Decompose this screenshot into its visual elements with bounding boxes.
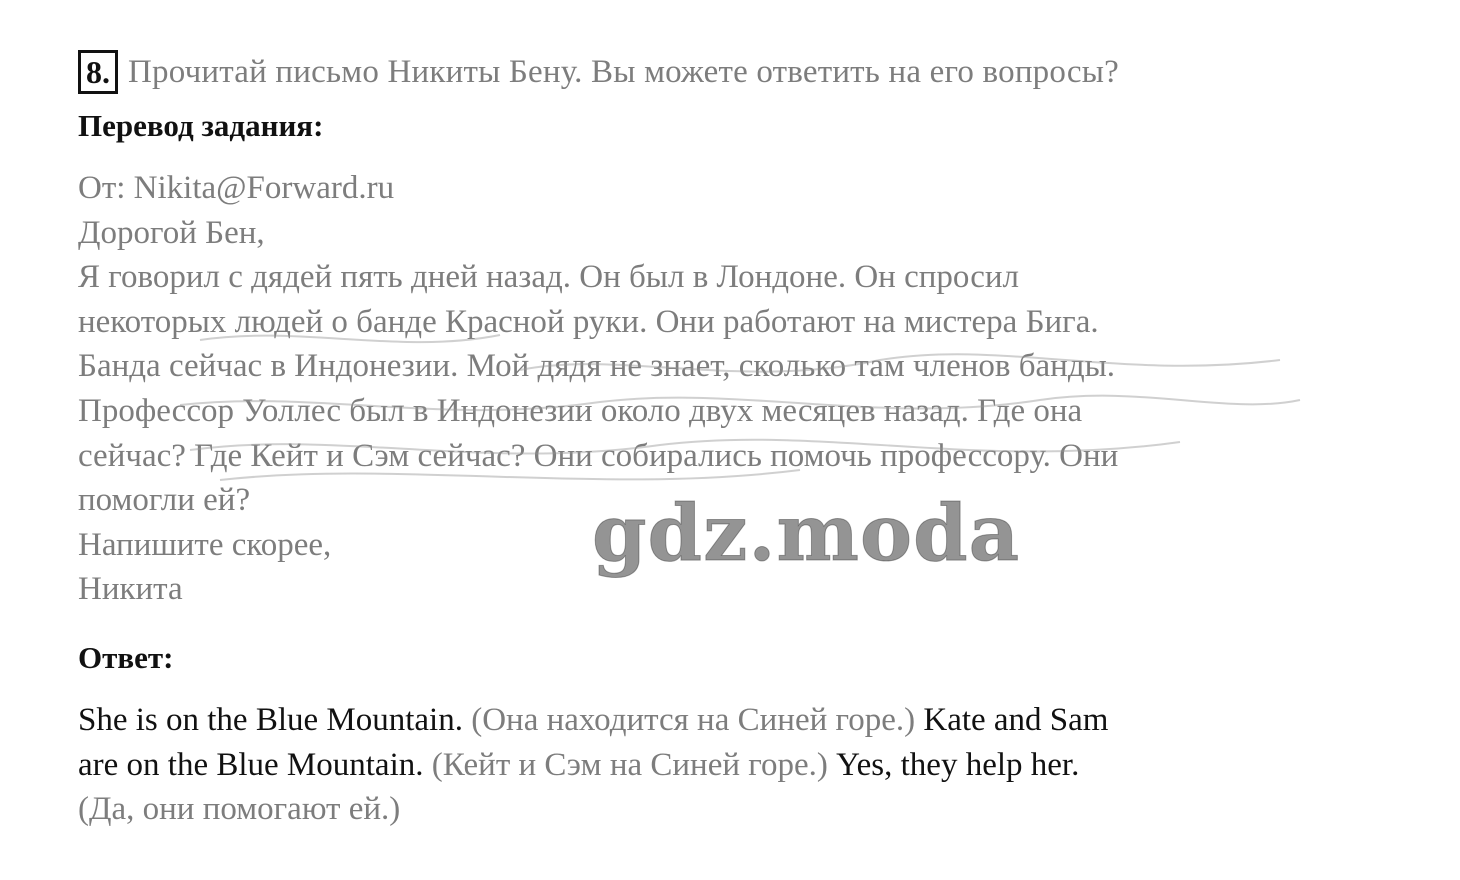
letter-line: сейчас? Где Кейт и Сэм сейчас? Они собирались помочь профессору. Они: [78, 437, 1119, 474]
answer-line: [78, 698, 1318, 743]
answer-russian: (Кейт и Сэм на Синей горе.): [431, 746, 837, 783]
translation-heading: Перевод задания:: [78, 108, 324, 143]
watermark: gdz.moda: [592, 488, 1021, 579]
answer-heading: Ответ:: [78, 639, 174, 675]
answer-line: [78, 743, 1318, 788]
letter-line: Никита: [78, 571, 183, 608]
task-number: 8.: [78, 50, 118, 94]
task-instruction: Прочитай письмо Никиты Бену. Вы можете ответить на его вопросы?: [128, 53, 1119, 90]
answer-russian: (Да, они помогают ей.): [78, 791, 401, 828]
answer-english: are on the Blue Mountain.: [78, 746, 432, 783]
letter-line: некоторых людей о банде Красной руки. Они работают на мистера Бига.: [78, 303, 1099, 340]
letter-line: От: Nikita@Forward.ru: [78, 170, 395, 206]
letter-line: Профессор Уоллес был в Индонезии около двух месяцев назад. Где она: [78, 392, 1083, 429]
letter-line: Банда сейчас в Индонезии. Мой дядя не знает, сколько там членов банды.: [78, 348, 1116, 385]
answer-body: [78, 698, 1318, 832]
answer-english: Kate and Sam: [923, 701, 1109, 738]
answer-english: She is on the Blue Mountain.: [78, 701, 472, 738]
letter-line: Напишите скорее,: [78, 526, 332, 563]
answer-line: [78, 787, 1318, 832]
letter-line: помогли ей?: [78, 482, 251, 519]
answer-russian: (Она находится на Синей горе.): [471, 701, 924, 738]
letter-line: Дорогой Бен,: [78, 214, 265, 251]
task-header: [78, 44, 1378, 100]
answer-english: Yes, they help her.: [836, 746, 1080, 783]
letter-line: Я говорил с дядей пять дней назад. Он был в Лондоне. Он спросил: [78, 259, 1019, 296]
document-page: [78, 44, 1378, 832]
